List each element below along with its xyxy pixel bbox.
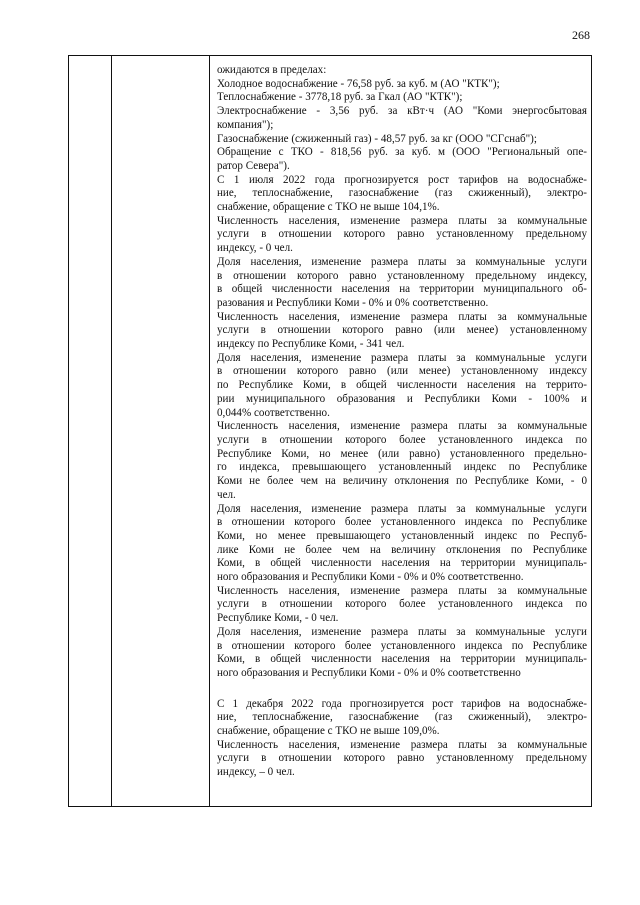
text-line: го индекса, превышающего установленный индекс по Республике: [217, 461, 587, 474]
text-line: услуги в отношении которого более установленного индекса по: [217, 598, 587, 611]
text-line: по Республике Коми, в общей численности населения на террито-: [217, 379, 587, 392]
text-line: Доля населения, изменение размера платы за коммунальные услуги: [217, 255, 587, 268]
text-line: в отношении которого равно установленному предельному индексу,: [217, 269, 587, 282]
text-line: услуги в отношении которого равно установленному предельному: [217, 228, 587, 241]
text-line: Обращение с ТКО - 818,56 руб. за куб. м (ООО "Региональный опе-: [217, 146, 587, 159]
table-column-divider-2: [209, 56, 210, 806]
text-line: Численность населения, изменение размера платы за коммунальные: [217, 584, 587, 597]
text-line: услуги в отношении которого более установленного индекса по: [217, 433, 587, 446]
text-line: лике Коми не более чем на величину отклонения по Республике: [217, 543, 587, 556]
text-line: ного образования и Республики Коми - 0% и 0% соответственно.: [217, 571, 524, 584]
text-line: в общей численности населения на территории муниципального об-: [217, 283, 587, 296]
text-line: С 1 июля 2022 года прогнозируется рост тарифов на водоснабже-: [217, 173, 587, 186]
text-line: компания");: [217, 118, 274, 131]
text-line: рии муниципального образования и Республики Коми - 100% и: [217, 392, 587, 405]
table-cell-text: [217, 64, 587, 780]
text-line: 0,044% соответственно.: [217, 406, 330, 419]
text-line: в отношении которого равно (или менее) установленному индексу: [217, 365, 587, 378]
text-line: Теплоснабжение - 3778,18 руб. за Гкал (АО "КТК");: [217, 91, 463, 104]
text-line: Холодное водоснабжение - 76,58 руб. за куб. м (АО "КТК");: [217, 77, 500, 90]
text-line: снабжение, обращение с ТКО не выше 109,0%.: [217, 725, 440, 738]
text-line: Коми, в общей численности населения на территории муниципаль-: [217, 557, 587, 570]
table-column-divider-1: [111, 56, 112, 806]
text-line: услуги в отношении которого равно (или менее) установленному: [217, 324, 587, 337]
text-line: разования и Республики Коми - 0% и 0% соответственно.: [217, 296, 489, 309]
text-line: Доля населения, изменение размера платы за коммунальные услуги: [217, 502, 587, 515]
text-line: Доля населения, изменение размера платы за коммунальные услуги: [217, 351, 587, 364]
text-line: ного образования и Республики Коми - 0% и 0% соответственно: [217, 666, 521, 679]
text-line: индексу, – 0 чел.: [217, 766, 295, 779]
text-line: Численность населения, изменение размера платы за коммунальные: [217, 420, 587, 433]
text-line: Республике Коми, - 0 чел.: [217, 612, 339, 625]
text-line: индексу, - 0 чел.: [217, 242, 293, 255]
page-number: 268: [572, 28, 590, 42]
text-line: Республике Коми, но менее (или равно) установленного предельно-: [217, 447, 587, 460]
text-line: в отношении которого более установленного индекса по Республике: [217, 639, 587, 652]
text-line: Численность населения, изменение размера платы за коммунальные: [217, 738, 587, 751]
text-line: Коми, но менее превышающего установленный индекс по Респуб-: [217, 529, 587, 542]
text-line: Численность населения, изменение размера платы за коммунальные: [217, 214, 587, 227]
text-line: ратор Севера").: [217, 159, 290, 172]
text-line: услуги в отношении которого равно установленному предельному: [217, 752, 587, 765]
text-line: Газоснабжение (сжиженный газ) - 48,57 руб. за кг (ООО "СГснаб");: [217, 132, 537, 145]
text-line: ние, теплоснабжение, газоснабжение (газ сжиженный), электро-: [217, 711, 587, 724]
text-line: чел.: [217, 488, 236, 501]
text-line: С 1 декабря 2022 года прогнозируется рост тарифов на водоснабже-: [217, 697, 587, 710]
text-line: Электроснабжение - 3,56 руб. за кВт·ч (АО "Коми энергосбытовая: [217, 105, 587, 118]
blank-line: [217, 681, 587, 698]
text-line: ние, теплоснабжение, газоснабжение (газ сжиженный), электро-: [217, 187, 587, 200]
text-line: в отношении которого более установленного индекса по Республике: [217, 516, 587, 529]
text-line: ожидаются в пределах:: [217, 64, 327, 76]
document-table: [68, 55, 592, 807]
text-line: Коми, в общей численности населения на территории муниципаль-: [217, 653, 587, 666]
text-line: Коми не более чем на величину отклонения по Республике Коми, - 0: [217, 475, 587, 488]
text-line: Доля населения, изменение размера платы за коммунальные услуги: [217, 625, 587, 638]
text-line: снабжение, обращение с ТКО не выше 104,1%.: [217, 201, 440, 214]
text-line: Численность населения, изменение размера платы за коммунальные: [217, 310, 587, 323]
text-line: индексу по Республике Коми, - 341 чел.: [217, 338, 405, 351]
